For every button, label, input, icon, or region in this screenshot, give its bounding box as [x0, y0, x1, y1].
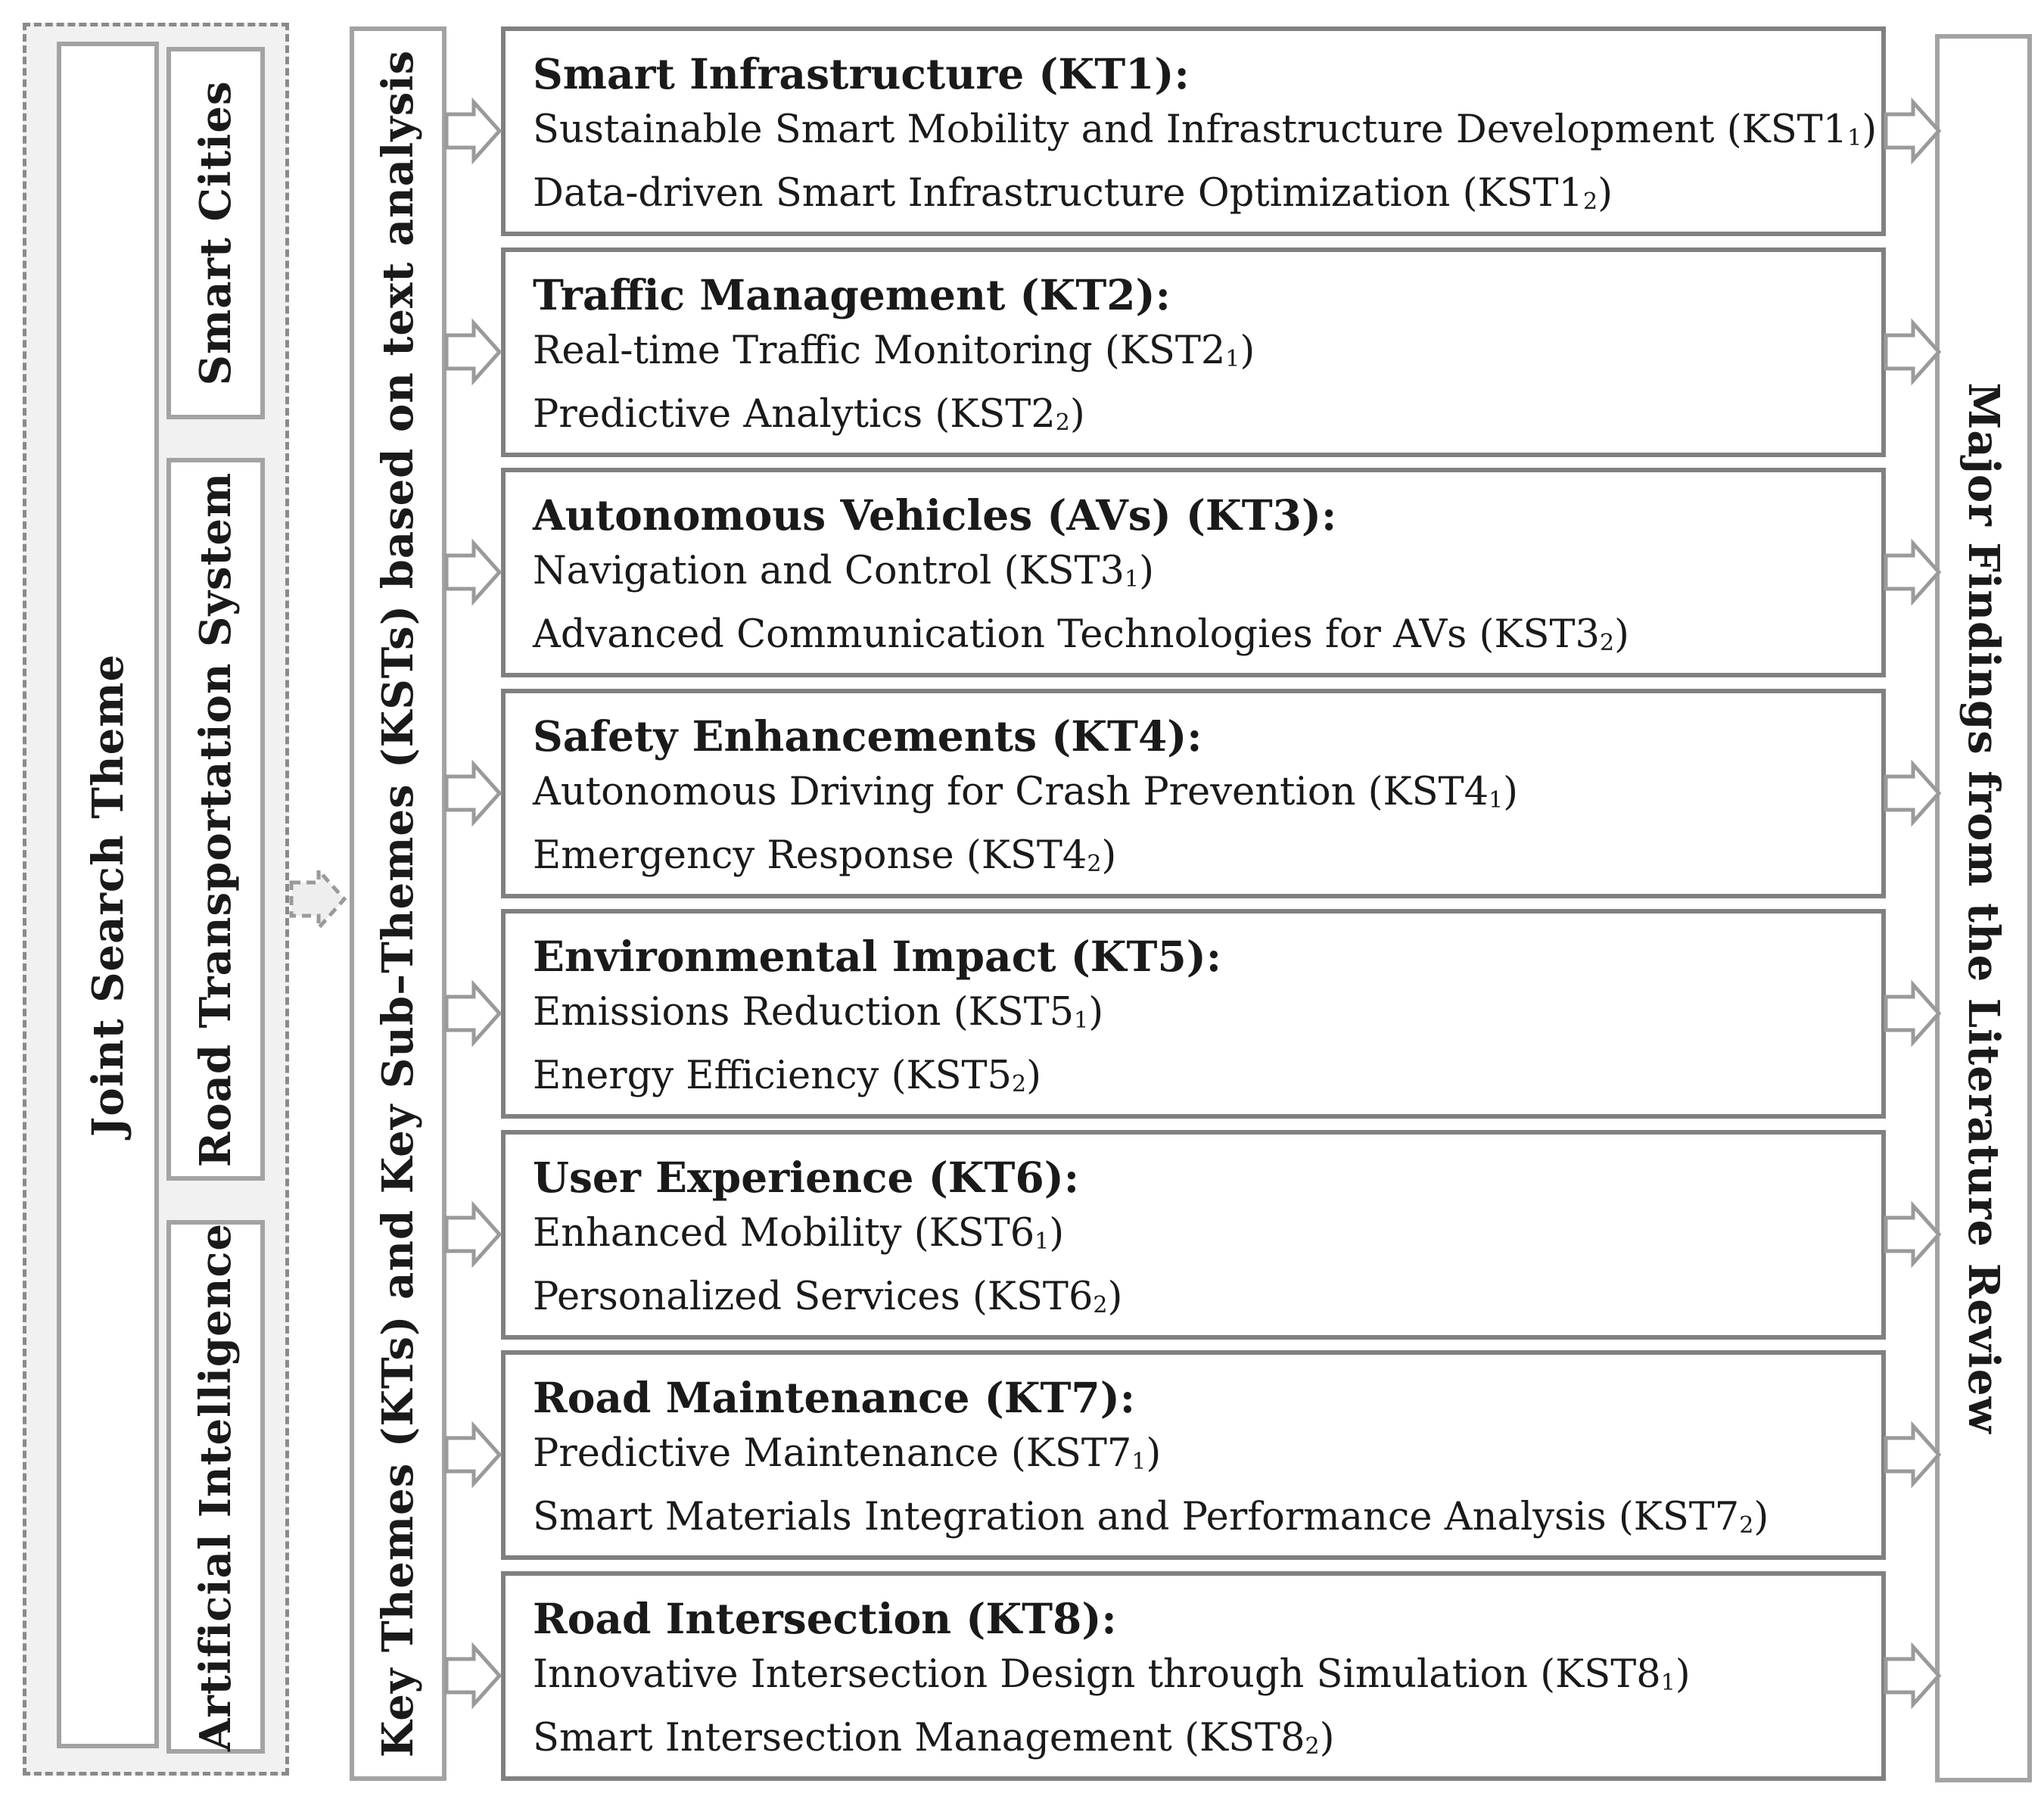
theme-title: Smart Infrastructure (KT1): — [533, 49, 1190, 98]
arrow-to-kt3 — [446, 543, 499, 601]
theme-title: Autonomous Vehicles (AVs) (KT3): — [533, 490, 1337, 540]
theme-title: User Experience (KT6): — [533, 1153, 1080, 1202]
sub-theme-text: Predictive Maintenance (KST7 — [533, 1431, 1132, 1476]
sub-theme-index: 2 — [1583, 188, 1598, 215]
arrow-from-kt1 — [1886, 102, 1939, 160]
sub-theme-index: 1 — [1124, 566, 1140, 593]
sub-theme-index: 1 — [1034, 1228, 1050, 1255]
sub-theme-close: ) — [1107, 1275, 1123, 1319]
sub-theme-close: ) — [1101, 833, 1117, 878]
major-findings-label: Major Findings from the Literature Review — [1958, 382, 2008, 1434]
arrow-to-kt1 — [446, 102, 499, 160]
arrow-to-kt7 — [446, 1426, 499, 1483]
sub-theme-index: 2 — [1305, 1733, 1320, 1760]
arrow-to-kt6 — [446, 1206, 499, 1263]
arrow-from-kt7 — [1886, 1426, 1939, 1483]
arrow-to-kt8 — [446, 1647, 499, 1704]
sub-theme-index: 2 — [1599, 630, 1615, 656]
road-transportation-label: Road Transportation System — [191, 472, 241, 1167]
arrow-from-kt5 — [1886, 985, 1939, 1042]
sub-theme-close: ) — [1319, 1716, 1335, 1760]
sub-theme-text: Data-driven Smart Infrastructure Optimization (KST1 — [533, 171, 1584, 216]
arrow-from-kt6 — [1886, 1206, 1939, 1263]
theme-title: Safety Enhancements (KT4): — [533, 711, 1202, 761]
sub-theme-text: Advanced Communication Technologies for AVs (KST3 — [533, 612, 1600, 657]
sub-theme-close: ) — [1049, 1211, 1065, 1256]
theme-title: Environmental Impact (KT5): — [533, 932, 1222, 981]
sub-theme-index: 1 — [1225, 346, 1240, 372]
arrow-to-kt2 — [446, 323, 499, 381]
sub-theme-text: Autonomous Driving for Crash Prevention (KST4 — [533, 770, 1489, 814]
sub-theme-close: ) — [1862, 107, 1878, 152]
arrow-to-kt5 — [446, 985, 499, 1042]
arrow-to-kt4 — [446, 764, 499, 822]
sub-theme-index: 2 — [1055, 409, 1070, 436]
sub-theme-text: Smart Materials Integration and Performance Analysis (KST7 — [533, 1495, 1740, 1539]
sub-theme-index: 1 — [1660, 1670, 1675, 1696]
sub-theme-text: Sustainable Smart Mobility and Infrastructure Development (KST1 — [533, 107, 1848, 152]
sub-theme-index: 2 — [1087, 851, 1102, 877]
arrow-from-kt8 — [1886, 1647, 1939, 1704]
sub-theme-text: Energy Efficiency (KST5 — [533, 1054, 1012, 1098]
smart-cities-label: Smart Cities — [191, 80, 241, 386]
sub-theme-index: 1 — [1847, 125, 1862, 151]
sub-theme-text: Personalized Services (KST6 — [533, 1275, 1094, 1319]
sub-theme-text: Enhanced Mobility (KST6 — [533, 1211, 1035, 1256]
arrow-from-kt4 — [1886, 764, 1939, 822]
sub-theme-index: 2 — [1739, 1512, 1754, 1539]
sub-theme-index: 2 — [1093, 1292, 1108, 1318]
sub-theme-text: Smart Intersection Management (KST8 — [533, 1716, 1305, 1760]
artificial-intelligence-label: Artificial Intelligence — [191, 1222, 241, 1751]
arrow-from-kt3 — [1886, 543, 1939, 601]
sub-theme-text: Innovative Intersection Design through Simulation (KST8 — [533, 1652, 1661, 1697]
sub-theme-index: 1 — [1074, 1007, 1089, 1034]
key-themes-label: Key Themes (KTs) and Key Sub–Themes (KSTs) based on text analysis — [373, 49, 423, 1758]
sub-theme-close: ) — [1240, 328, 1255, 373]
sub-theme-close: ) — [1146, 1431, 1162, 1476]
theme-title: Traffic Management (KT2): — [533, 270, 1171, 319]
sub-theme-close: ) — [1026, 1054, 1041, 1098]
sub-theme-close: ) — [1753, 1495, 1769, 1539]
sub-theme-index: 1 — [1131, 1449, 1146, 1475]
sub-theme-close: ) — [1069, 392, 1085, 437]
sub-theme-index: 1 — [1489, 787, 1504, 814]
sub-theme-text: Predictive Analytics (KST2 — [533, 392, 1056, 437]
sub-theme-close: ) — [1139, 549, 1154, 593]
sub-theme-text: Emergency Response (KST4 — [533, 833, 1087, 878]
sub-theme-text: Emissions Reduction (KST5 — [533, 990, 1075, 1035]
sub-theme-close: ) — [1503, 770, 1519, 814]
theme-title: Road Maintenance (KT7): — [533, 1373, 1136, 1422]
sub-theme-close: ) — [1598, 171, 1613, 216]
sub-theme-close: ) — [1675, 1652, 1691, 1697]
arrow-from-kt2 — [1886, 323, 1939, 381]
theme-title: Road Intersection (KT8): — [533, 1594, 1117, 1643]
arrow-joint-to-key-themes — [291, 870, 344, 928]
joint-search-theme-label: Joint Search Theme — [82, 653, 133, 1137]
sub-theme-close: ) — [1088, 990, 1104, 1035]
sub-theme-close: ) — [1614, 612, 1629, 657]
sub-theme-text: Navigation and Control (KST3 — [533, 549, 1125, 593]
sub-theme-text: Real-time Traffic Monitoring (KST2 — [533, 328, 1226, 373]
sub-theme-index: 2 — [1011, 1071, 1027, 1097]
